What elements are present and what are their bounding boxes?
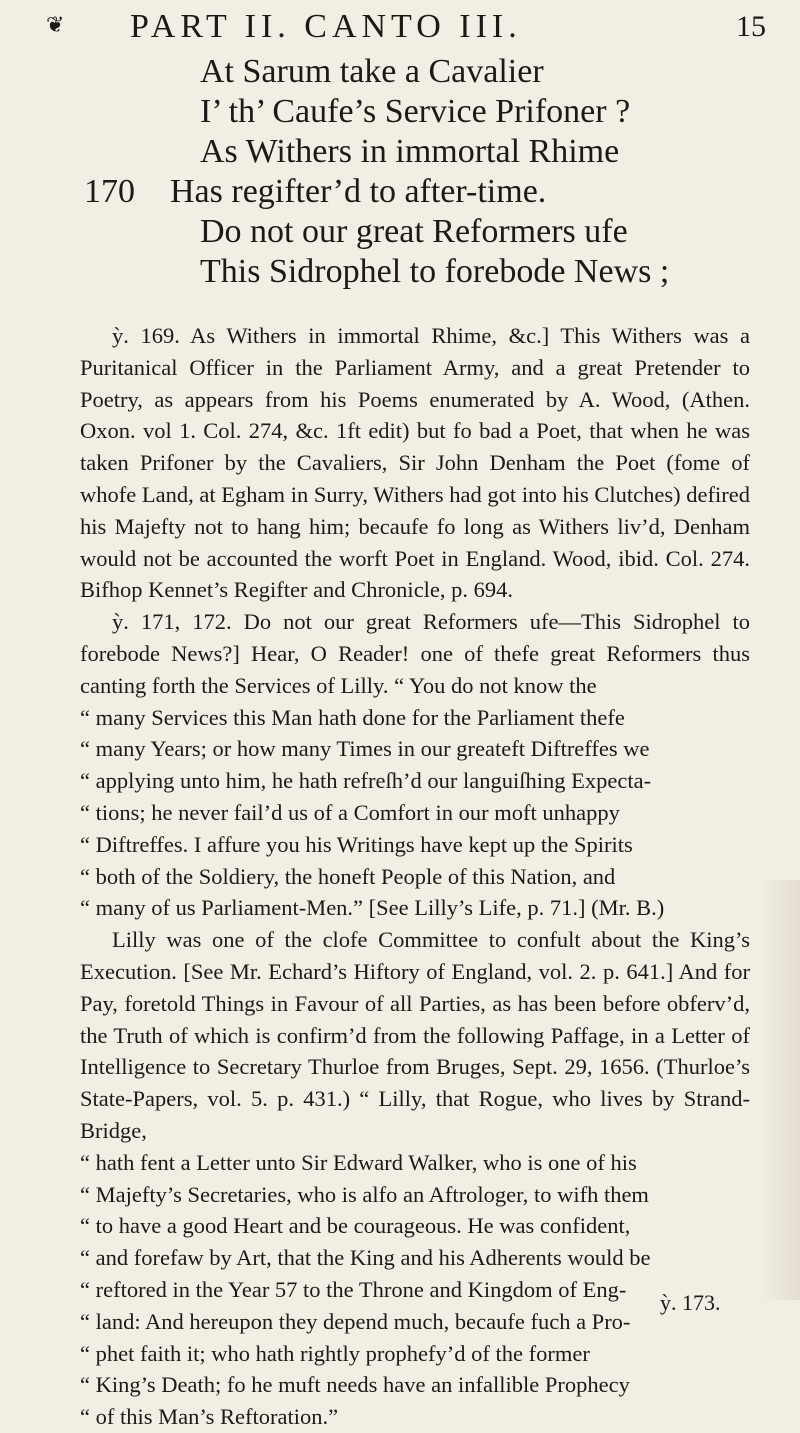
verse-text: I’ th’ Caufe’s Service Prifoner ? [200, 93, 631, 130]
verse-block [0, 52, 800, 292]
verse-line [0, 52, 800, 92]
footnotes [80, 320, 750, 1433]
lilly-services-quote [80, 702, 750, 925]
verse-line [0, 92, 800, 132]
running-title: PART II. CANTO III. [130, 8, 522, 45]
quote-line: “ to have a good Heart and be courageous. He was confident, [80, 1213, 631, 1239]
quote-line: “ and forefaw by Art, that the King and his Adherents would be [80, 1245, 651, 1271]
running-header [0, 8, 800, 58]
verse-line [0, 132, 800, 172]
quote-line: “ hath fent a Letter unto Sir Edward Walker, who is one of his [80, 1149, 637, 1175]
ornament-mark: ❦ [46, 12, 70, 37]
quote-line: “ many of us Parliament-Men.” [See Lilly’s Life, p. 71.] (Mr. B.) [80, 895, 665, 921]
page-number: 15 [736, 10, 766, 43]
quote-line: “ Majefty’s Secretaries, who is alfo an Aftrologer, to wifh them [80, 1181, 649, 1207]
verse-line [0, 252, 800, 292]
thurloe-letter-quote [80, 1147, 750, 1433]
quote-line: “ land: And hereupon they depend much, becaufe fuch a Pro- [80, 1308, 631, 1334]
quote-line: “ phet faith it; who hath rightly prophefy’d of the former [80, 1340, 590, 1366]
verse-line [0, 212, 800, 252]
verse-text: At Sarum take a Cavalier [200, 53, 544, 90]
catchword: ỳ. 173. [660, 1290, 721, 1315]
quote-line: “ many Services this Man hath done for the Parliament thefe [80, 704, 625, 730]
verse-text: As Withers in immortal Rhime [200, 133, 620, 170]
page-edge-stain [760, 880, 800, 1300]
note-lilly: Lilly was one of the clofe Committee to confult about the King’s Execution. [See Mr. Echard’s Hiftory of England, vol. 2. p. 641.] And for Pay, foretold Things in Favour of all Parties, as has been before obferv’d, the Truth of which is confirm’d from the following Paffage, in a Letter of Intelligence to Secretary Thurloe from Bruges, Sept. 29, 1656. (Thurloe’s State-Papers, vol. 5. p. 431.) “ Lilly, that Rogue, who lives by Strand-Bridge, [80, 927, 750, 1143]
verse-line [0, 172, 800, 212]
quote-line: “ King’s Death; fo he muft needs have an infallible Prophecy [80, 1372, 630, 1398]
line-number: 170 [84, 173, 135, 210]
note-171-intro: ỳ. 171, 172. Do not our great Reformers ufe—This Sidrophel to forebode News?] Hear, O Reader! one of thefe great Reformers thus canting forth the Services of Lilly. “ You do not know the [80, 609, 750, 698]
quote-line: “ both of the Soldiery, the honeft People of this Nation, and [80, 863, 616, 889]
quote-line: “ applying unto him, he hath refreſh’d our languiſhing Expecta- [80, 768, 652, 794]
quote-line: “ tions; he never fail’d us of a Comfort in our moft unhappy [80, 799, 620, 825]
quote-line: “ many Years; or how many Times in our greateft Diftreffes we [80, 736, 650, 762]
verse-text: Do not our great Reformers ufe [200, 213, 628, 250]
quote-line: “ reftored in the Year 57 to the Throne and Kingdom of Eng- [80, 1276, 627, 1302]
verse-text: Has regifter’d to after-time. [170, 173, 547, 210]
verse-text: This Sidrophel to forebode News ; [200, 253, 670, 290]
quote-line: “ Diftreffes. I affure you his Writings have kept up the Spirits [80, 831, 633, 857]
note-169: ỳ. 169. As Withers in immortal Rhime, &c.] This Withers was a Puritanical Officer in the Parliament Army, and a great Pretender to Poetry, as appears from his Poems enumerated by A. Wood, (Athen. Oxon. vol 1. Col. 274, &c. 1ft edit) but fo bad a Poet, that when he was taken Prifoner by the Cavaliers, Sir John Denham the Poet (fome of whofe Land, at Egham in Surry, Withers had got into his Clutches) defired his Majefty not to hang him; becaufe fo long as Withers liv’d, Denham would not be accounted the worft Poet in England. Wood, ibid. Col. 274. Bifhop Kennet’s Regifter and Chronicle, p. 694. [80, 323, 750, 603]
quote-line: “ of this Man’s Reftoration.” [80, 1404, 339, 1430]
